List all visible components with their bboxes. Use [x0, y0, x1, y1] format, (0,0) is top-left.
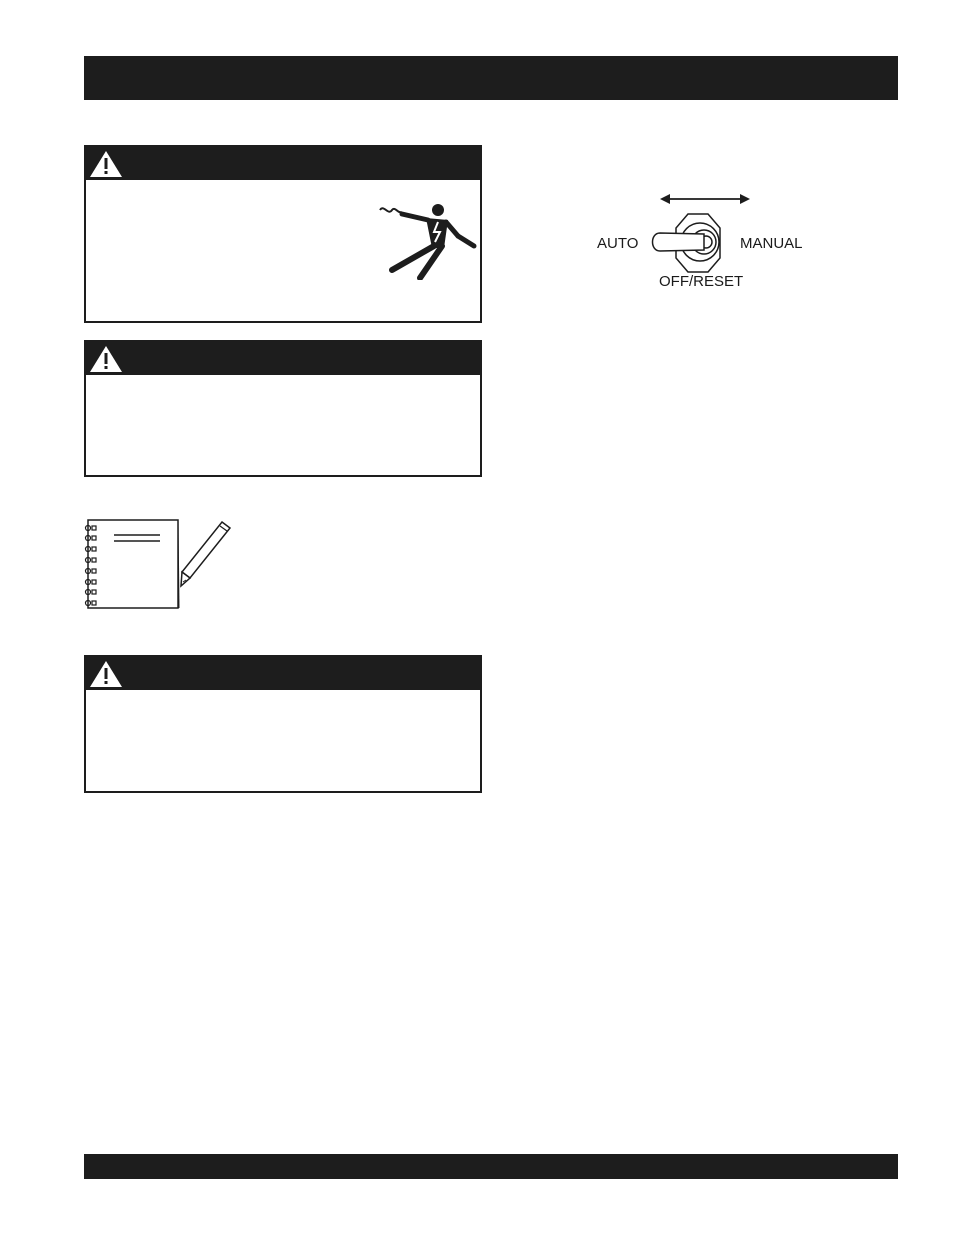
warning-header — [86, 342, 480, 375]
warning-triangle-icon — [88, 659, 124, 689]
switch-label-manual: MANUAL — [740, 235, 803, 252]
warning-triangle-icon — [88, 344, 124, 374]
notebook-pencil-icon — [82, 516, 242, 614]
warning-triangle-icon — [88, 149, 124, 179]
double-arrow-icon — [590, 186, 760, 212]
warning-header — [86, 657, 480, 690]
warning-box-2 — [84, 340, 482, 477]
switch-label-off-reset: OFF/RESET — [659, 273, 744, 290]
warning-header — [86, 147, 480, 180]
switch-label-auto: AUTO — [597, 235, 639, 252]
electric-shock-hazard-icon — [378, 200, 478, 280]
header-bar — [84, 56, 898, 100]
footer-bar — [84, 1154, 898, 1179]
warning-box-3 — [84, 655, 482, 793]
toggle-switch-icon[interactable] — [648, 212, 738, 274]
